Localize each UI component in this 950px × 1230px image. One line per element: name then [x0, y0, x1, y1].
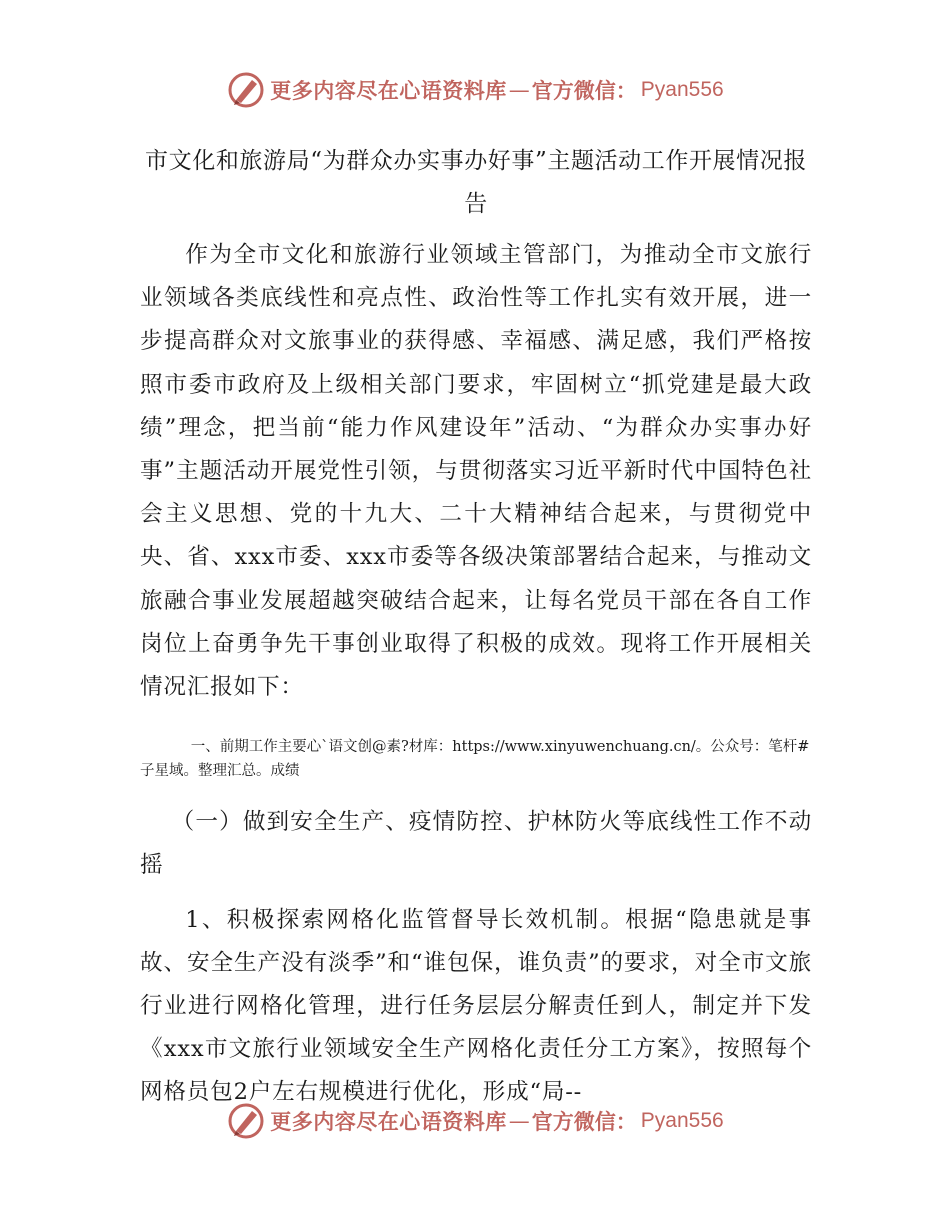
- banner-wechat-id: Pyan556: [640, 1109, 724, 1132]
- banner-wechat-label: 官方微信：: [531, 79, 637, 103]
- banner-dash: —: [508, 1109, 530, 1133]
- body-paragraph: 1、积极探索网格化监管督导长效机制。根据“隐患就是事故、安全生产没有淡季”和“谁包保，谁负责”的要求，对全市文旅行业进行网格化管理，进行任务层层分解责任到人，制定并下发《xxx市文旅行业领域安全生产网格化责任分工方案》，按照每个网格员包2户左右规模进行优化，形成“局--: [140, 906, 812, 1106]
- header-banner: [0, 66, 950, 114]
- banner-wechat-id: Pyan556: [640, 78, 724, 101]
- document-body: [140, 140, 812, 1115]
- pen-logo-icon: [226, 70, 266, 110]
- section-heading: （一）做到安全生产、疫情防控、护林防火等底线性工作不动摇: [140, 809, 812, 879]
- pen-logo-icon: [226, 1101, 266, 1141]
- source-note: 一、前期工作主要心`语文创@素?材库：https://www.xinyuwenchuang.cn/。公众号：笔杆#子星域。整理汇总。成绩: [140, 739, 810, 780]
- banner-text: 更多内容尽在心语资料库: [270, 1110, 507, 1134]
- banner-text: 更多内容尽在心语资料库: [270, 79, 507, 103]
- document-title: 市文化和旅游局“为群众办实事办好事”主题活动工作开展情况报告: [145, 148, 807, 217]
- banner-wechat-label: 官方微信：: [531, 1110, 637, 1134]
- intro-paragraph: 作为全市文化和旅游行业领域主管部门，为推动全市文旅行业领域各类底线性和亮点性、政治性等工作扎实有效开展，进一步提高群众对文旅事业的获得感、幸福感、满足感，我们严格按照市委市政府及上级相关部门要求，牢固树立“抓党建是最大政绩”理念，把当前“能力作风建设年”活动、“为群众办实事办好事”主题活动开展党性引领，与贯彻落实习近平新时代中国特色社会主义思想、党的十九大、二十大精神结合起来，与贯彻党中央、省、xxx市委、xxx市委等各级决策部署结合起来，与推动文旅融合事业发展超越突破结合起来，让每名党员干部在各自工作岗位上奋勇争先干事创业取得了积极的成效。现将工作开展相关情况汇报如下：: [140, 242, 812, 701]
- banner-dash: —: [508, 78, 530, 102]
- footer-banner: [0, 1097, 950, 1145]
